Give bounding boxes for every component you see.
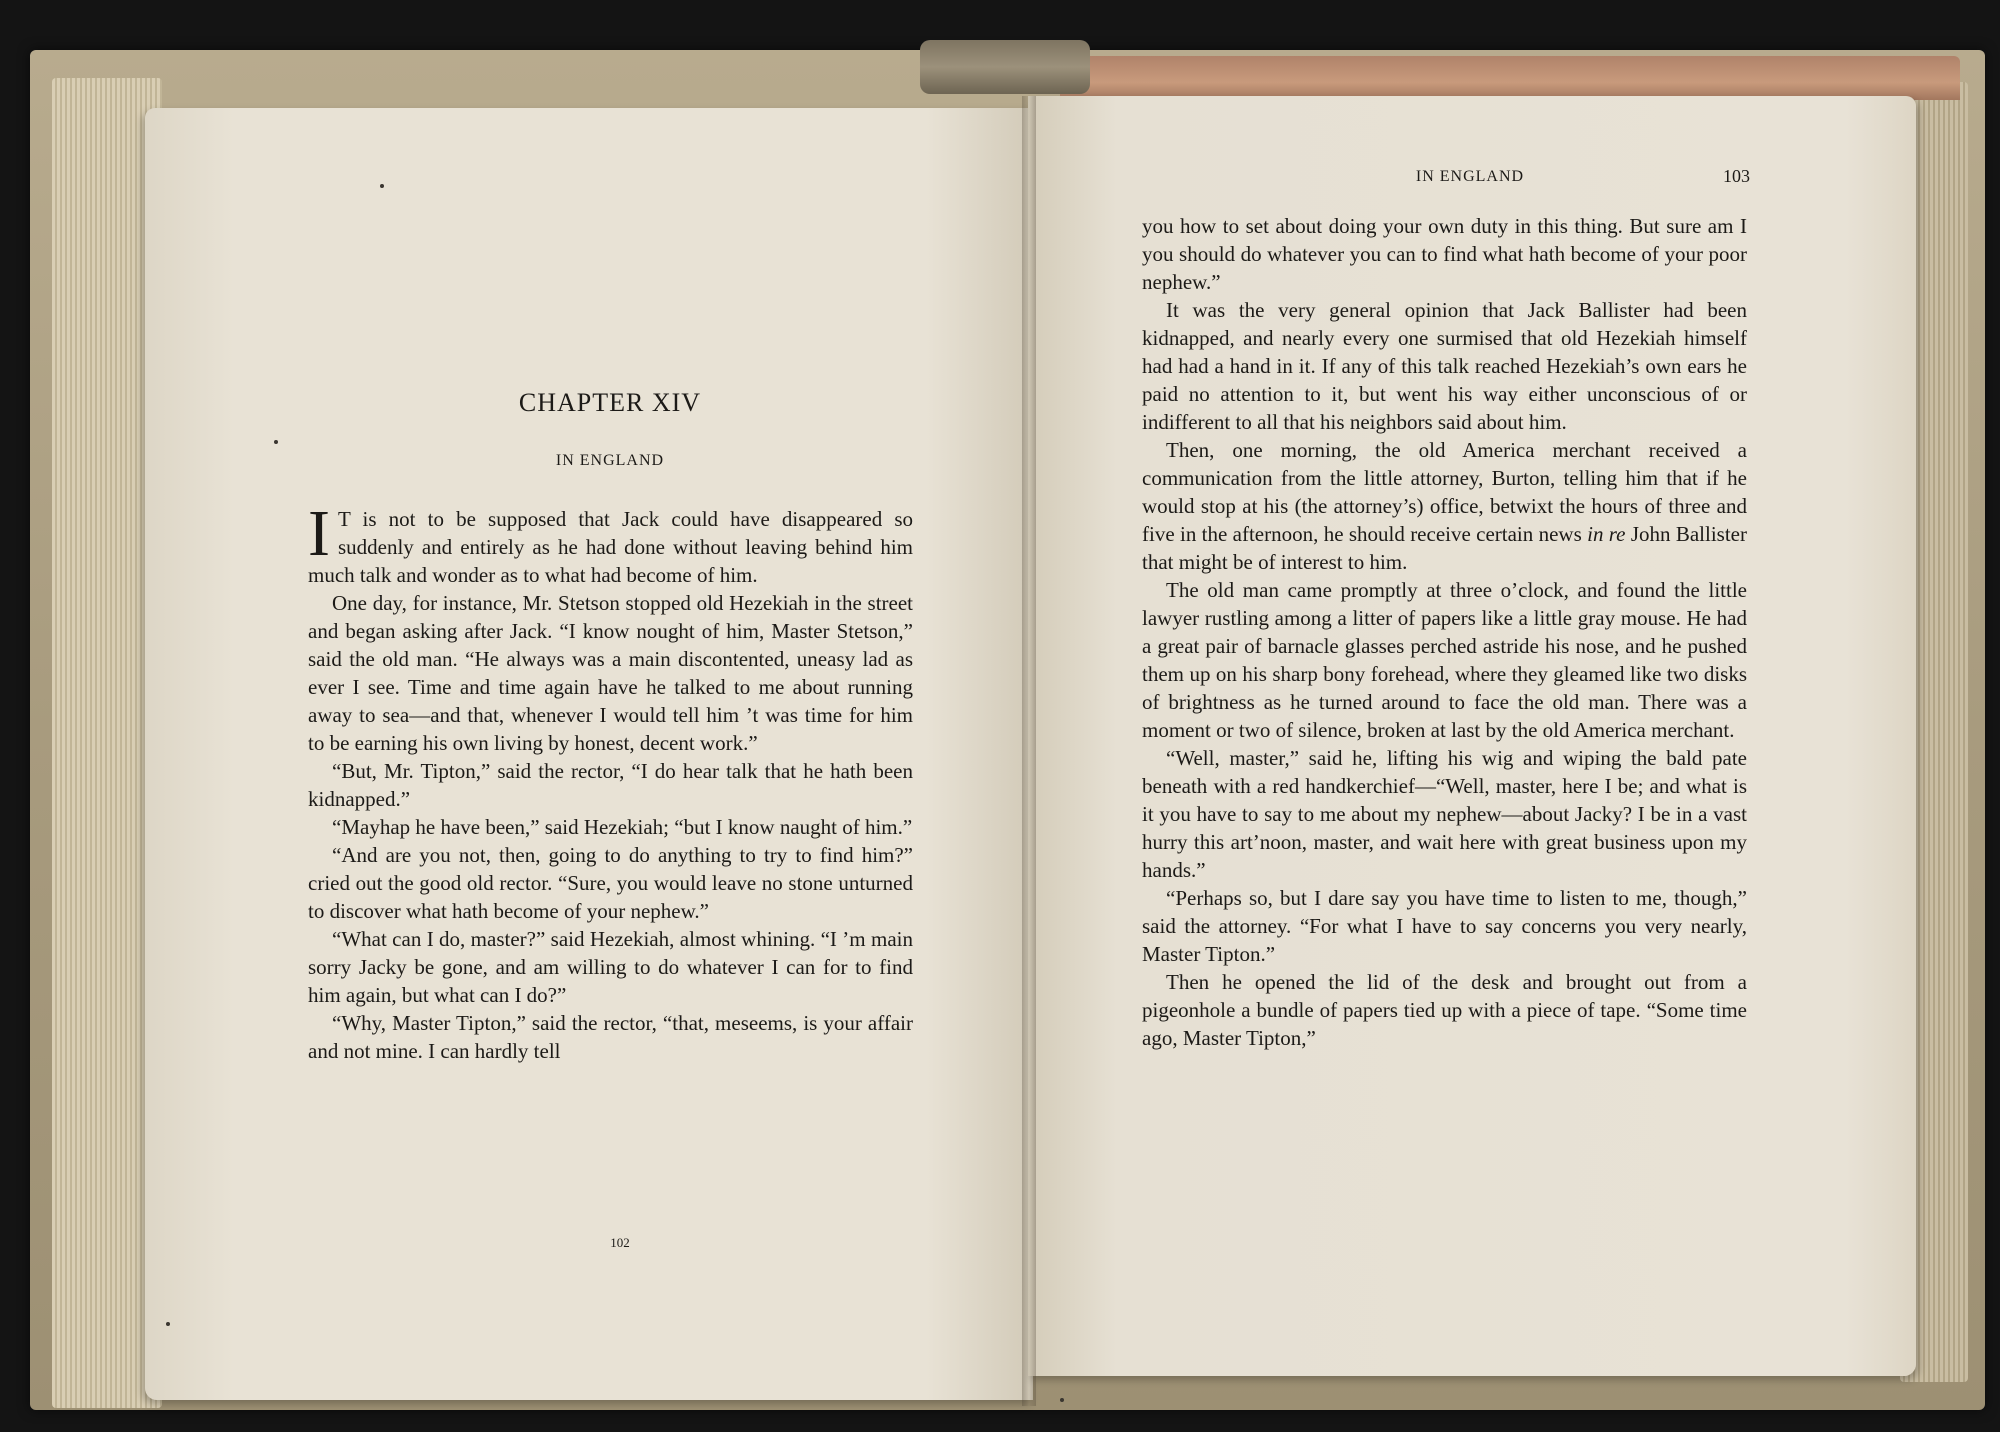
- paragraph: One day, for instance, Mr. Stetson stopped old Hezekiah in the street and began asking after Jack. “I know nought of him, Master Stetson,” said the old man. “He always was a main discontented, uneasy lad as ever I see. Time and time again have he talked to me about running away to sea—and that, whenever I would tell him ’t was time for him to be earning his own living by honest, decent work.”: [308, 591, 913, 755]
- page-number-right: 103: [1723, 166, 1750, 186]
- drop-cap: I: [308, 497, 330, 570]
- paragraph: “Why, Master Tipton,” said the rector, “that, meseems, is your affair and not mine. I can hardly tell: [308, 1011, 913, 1063]
- top-page-edge: [1060, 56, 1960, 100]
- paper-speck: [1060, 1398, 1064, 1402]
- paragraph: “But, Mr. Tipton,” said the rector, “I do hear talk that he hath been kidnapped.”: [308, 759, 913, 811]
- paragraph-with-italic: [1142, 436, 1747, 576]
- paper-speck: [380, 184, 384, 188]
- paper-speck: [274, 440, 278, 444]
- left-page-text: [308, 497, 913, 1065]
- paragraph: “And are you not, then, going to do anything to try to find him?” cried out the good old rector. “Sure, you would leave no stone unturned to discover what hath become of your nephew.”: [308, 843, 913, 923]
- gutter: [1022, 96, 1036, 1406]
- paragraph: The old man came promptly at three o’clock, and found the little lawyer rustling among a litter of papers like a little gray mouse. He had a great pair of barnacle glasses perched astride his nose, and he pushed them up on his sharp bony forehead, where they gleamed like two disks of brightness as he turned around to face the old man. There was a moment or two of silence, broken at last by the old America merchant.: [1142, 578, 1747, 742]
- paragraph: It was the very general opinion that Jack Ballister had been kidnapped, and nearly every one surmised that old Hezekiah himself had had a hand in it. If any of this talk reached Hezekiah’s own ears he paid no attention to it, but went his way either unconscious of or indifferent to all that his neighbors said about him.: [1142, 298, 1747, 434]
- paragraph-text: John Ballister that might be of interest to him.: [1142, 522, 1747, 574]
- paragraph: “Well, master,” said he, lifting his wig and wiping the bald pate beneath with a red handkerchief—“Well, master, here I be; and what is it you have to say to me about my nephew—about Jacky? I be in a vast hurry this art’noon, master, and wait here with great business upon my hands.”: [1142, 746, 1747, 882]
- opening-paragraph-text: T is not to be supposed that Jack could have disappeared so suddenly and entirely as he had done without leaving behind him much talk and wonder as to what had become of him.: [308, 507, 913, 587]
- paragraph: “Mayhap he have been,” said Hezekiah; “but I know naught of him.”: [332, 815, 913, 839]
- italic-phrase: in re: [1587, 522, 1626, 546]
- spine-head: [920, 40, 1090, 94]
- opening-paragraph: [308, 497, 913, 589]
- continued-paragraph: you how to set about doing your own duty in this thing. But sure am I you should do whatever you can to find what hath become of your poor nephew.”: [1142, 214, 1747, 294]
- paragraph: Then he opened the lid of the desk and brought out from a pigeonhole a bundle of papers tied up with a piece of tape. “Some time ago, Master Tipton,”: [1142, 970, 1747, 1050]
- paragraph: “What can I do, master?” said Hezekiah, almost whining. “I ’m main sorry Jacky be gone, and am willing to do whatever I can for to find him again, but what can I do?”: [308, 927, 913, 1007]
- right-page-text: [1142, 212, 1747, 1052]
- chapter-subtitle: IN ENGLAND: [555, 452, 665, 469]
- chapter-title: CHAPTER XIV: [518, 388, 702, 417]
- paragraph: “Perhaps so, but I dare say you have time to listen to me, though,” said the attorney. “For what I have to say concerns you very nearly, Master Tipton.”: [1142, 886, 1747, 966]
- paragraph-text: Then, one morning, the old America merchant received a communication from the little attorney, Burton, telling him that if he would stop at his (the attorney’s) office, betwixt the hours of three and five in the afternoon, he should receive certain news: [1142, 438, 1747, 546]
- paper-speck: [166, 1322, 170, 1326]
- running-head: IN ENGLAND: [1415, 168, 1525, 185]
- page-number-left: 102: [610, 1235, 630, 1250]
